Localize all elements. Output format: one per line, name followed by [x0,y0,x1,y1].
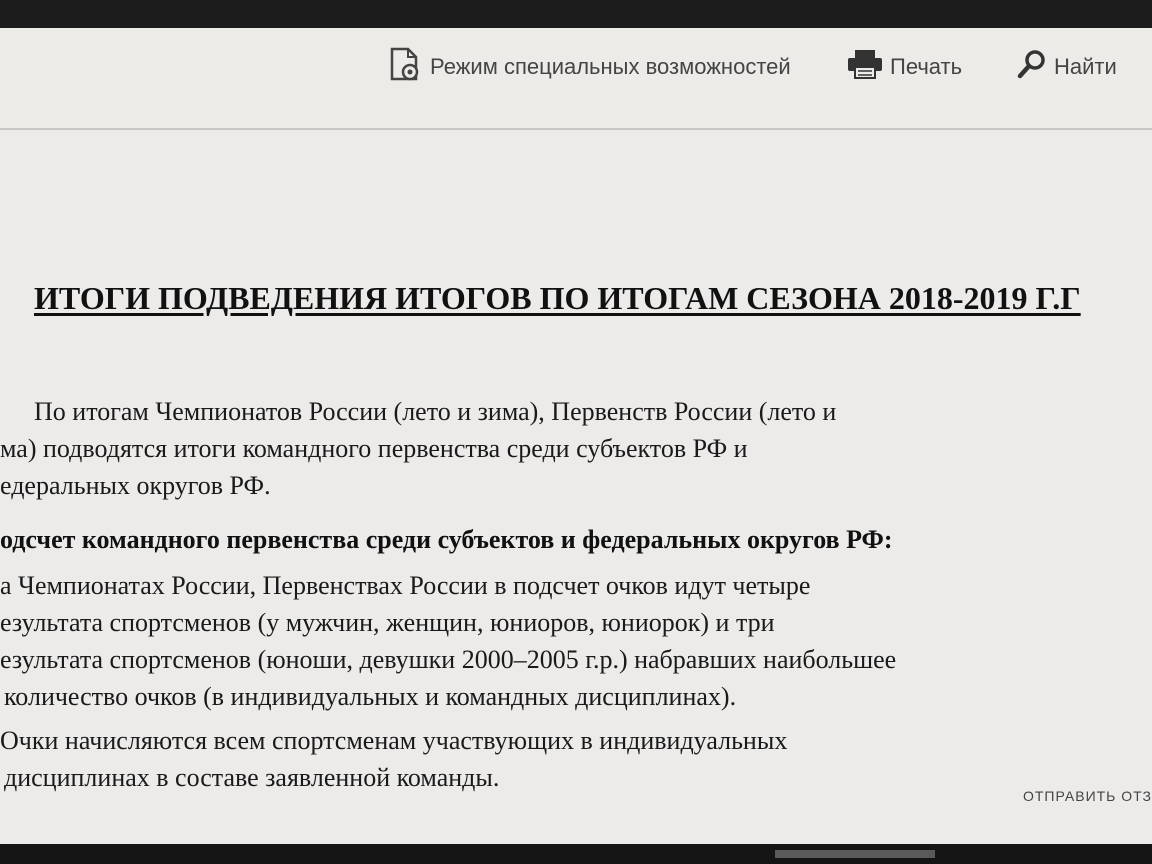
send-feedback-link[interactable]: ОТПРАВИТЬ ОТЗ [1022,788,1152,804]
paragraph-line: езультата спортсменов (юноши, девушки 2000–2005 г.р.) набравших наибольшее [0,645,897,674]
browser-screen [0,28,1152,844]
paragraph-line: едеральных округов РФ. [0,471,271,500]
paragraph-line: количество очков (в индивидуальных и командных дисциплинах). [4,682,737,711]
magnifier-icon [1016,49,1054,85]
paragraph-line: а Чемпионатах России, Первенствах России в подсчет очков идут четыре [0,571,811,600]
search-button[interactable] [1016,50,1117,84]
accessibility-mode-label: Режим специальных возможностей [430,54,791,79]
print-button[interactable] [846,50,962,84]
toolbar [0,28,1152,128]
paragraph-line: езультата спортсменов (у мужчин, женщин, юниоров, юниорок) и три [0,608,775,637]
document-content [0,130,1152,844]
paragraph-line: По итогам Чемпионатов России (лето и зима), Первенств России (лето и [34,397,837,426]
document-title: ИТОГИ ПОДВЕДЕНИЯ ИТОГОВ ПО ИТОГАМ СЕЗОНА 2018-2019 Г.Г [34,280,1081,316]
document-accessibility-icon [388,47,430,87]
paragraph-1 [0,393,1152,504]
taskbar-tab[interactable] [775,850,935,858]
paragraph-2 [0,567,1152,715]
printer-icon [846,49,890,85]
print-label: Печать [890,54,963,79]
paragraph-line: дисциплинах в составе заявленной команды. [4,763,500,792]
taskbar [0,844,1152,864]
search-label: Найти [1054,54,1117,79]
accessibility-mode-button[interactable] [388,50,791,84]
paragraph-3 [0,722,1152,796]
paragraph-line: Очки начисляются всем спортсменам участвующих в индивидуальных [0,726,788,755]
section-subheading: одсчет командного первенства среди субъектов и федеральных округов РФ: [0,525,893,554]
paragraph-line: ма) подводятся итоги командного первенства среди субъектов РФ и [0,434,748,463]
